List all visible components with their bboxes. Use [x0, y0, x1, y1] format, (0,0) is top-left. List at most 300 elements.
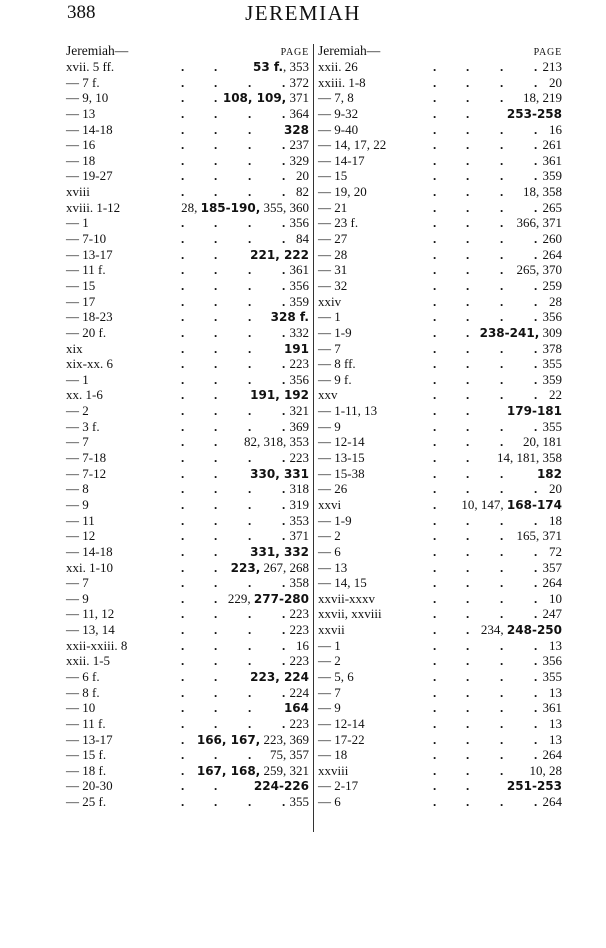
entry-reference: — 16 — [66, 137, 96, 153]
entry-pages — [287, 106, 310, 122]
entry-pages — [287, 372, 310, 388]
page-ref: 321 — [289, 403, 309, 419]
index-entry: xviii . . . . 82 — [66, 184, 309, 200]
index-entry: — 2-17 . . 251-253 — [318, 778, 562, 794]
page-ref: 378 — [542, 340, 562, 356]
entry-reference: — 13-17 — [66, 246, 113, 262]
index-entry: — 14, 17, 22 . . . . 261 — [318, 137, 562, 153]
entry-reference: xxiv — [318, 293, 342, 309]
index-entry: — 14-17 . . . . 361 — [318, 152, 562, 168]
page-number: 388 — [67, 2, 96, 23]
page-ref: 20 — [549, 481, 562, 497]
entry-pages — [546, 513, 562, 529]
page-ref: 22 — [549, 387, 562, 403]
index-entry: — 17 . . . . 359 — [66, 293, 309, 309]
index-entry: — 19-27 . . . . 20 — [66, 168, 309, 184]
entry-pages — [514, 215, 563, 231]
page-ref: 309 — [539, 324, 562, 340]
entry-pages — [247, 544, 309, 561]
index-entry: — 15 f. . . . 75, 357 — [66, 747, 309, 763]
index-entry: — 9 . . 229, 277-280 — [66, 590, 309, 606]
entry-reference: — 1-9 — [318, 512, 352, 528]
column-divider — [313, 44, 314, 832]
entry-pages — [287, 403, 310, 419]
page-ref: 355 — [542, 418, 562, 434]
index-entry: — 8 . . . . 318 — [66, 481, 309, 497]
page-ref: 358 — [289, 575, 309, 591]
entry-pages — [458, 497, 562, 514]
entry-reference: — 18 — [66, 152, 96, 168]
index-entry: — 6 . . . . 72 — [318, 543, 562, 559]
index-entry: — 3 f. . . . . 369 — [66, 418, 309, 434]
page-ref: 355 — [542, 356, 562, 372]
entry-reference: xvii. 5 ff. — [66, 59, 115, 74]
entry-pages — [520, 90, 562, 106]
index-entry: — 1 . . . . 356 — [66, 371, 309, 387]
entry-reference: — 7 — [66, 434, 89, 450]
page-ref: 364 — [289, 105, 309, 121]
index-entry: — 26 . . . . 20 — [318, 481, 562, 497]
index-entry: xvii. 5 ff. . . 53 f., 353 — [66, 59, 309, 74]
page-ref: 356 — [289, 215, 309, 231]
entry-pages — [540, 372, 563, 388]
index-entry: — 13-15 . . 14, 181, 358 — [318, 450, 562, 466]
entry-pages — [546, 122, 562, 138]
entry-reference: — 12-14 — [318, 434, 365, 450]
entry-pages — [178, 200, 309, 217]
page-ref-bold: 223, — [230, 560, 261, 575]
index-entry: — 25 f. . . . . 355 — [66, 794, 309, 810]
entry-pages — [546, 591, 562, 607]
entry-reference: xxviii — [318, 762, 349, 778]
index-entry: xxviii . . . 10, 28 — [318, 762, 562, 778]
entry-pages — [546, 732, 562, 748]
entry-reference: — 18 — [318, 747, 348, 763]
entry-reference: — 15 — [66, 277, 96, 293]
index-entry: — 9 . . . . 361 — [318, 700, 562, 716]
entry-pages — [241, 434, 309, 450]
page-ref: 356 — [542, 653, 562, 669]
entry-pages — [194, 763, 309, 780]
page-ref: 259 — [542, 277, 562, 293]
entry-pages — [287, 153, 310, 169]
index-entry: — 1-11, 13 . . 179-181 — [318, 403, 562, 419]
entry-pages — [546, 75, 562, 91]
entry-pages — [225, 591, 309, 608]
index-entry: — 2 . . . . 356 — [318, 653, 562, 669]
page-ref: 260 — [542, 231, 562, 247]
entry-reference: — 23 f. — [318, 215, 359, 231]
page-ref-bold: 328 — [283, 122, 309, 137]
page-ref: 165, 371 — [516, 528, 562, 544]
entry-reference: — 27 — [318, 231, 348, 247]
entry-pages — [287, 450, 310, 466]
page-ref: 18, 358 — [523, 184, 562, 200]
page-ref: 265, 370 — [516, 262, 562, 278]
entry-reference: — 3 f. — [66, 418, 100, 434]
index-entry: — 15-38 . . . 182 — [318, 465, 562, 481]
page-ref: 264 — [542, 246, 562, 262]
page-ref: 213 — [542, 59, 562, 74]
entry-reference: — 20-30 — [66, 778, 113, 794]
entry-reference: — 14-17 — [318, 152, 365, 168]
page-ref: 355 — [542, 668, 562, 684]
entry-reference: — 2 — [318, 653, 341, 669]
entry-reference: — 9 — [66, 496, 89, 512]
page-ref: 353 — [289, 512, 309, 528]
entry-pages — [494, 450, 562, 466]
index-entry: — 2 . . . . 321 — [66, 403, 309, 419]
index-entry: — 1 . . . . 356 — [66, 215, 309, 231]
index-entry: — 6 . . . . 264 — [318, 794, 562, 810]
index-entry: xxvii, xxviii . . . . 247 — [318, 606, 562, 622]
entry-pages — [287, 513, 310, 529]
index-entry: xxvi . 10, 147, 168-174 — [318, 496, 562, 512]
page-ref: 265 — [542, 199, 562, 215]
index-entry: — 7-12 . . 330, 331 — [66, 465, 309, 481]
entry-reference: — 13, 14 — [66, 622, 115, 638]
entry-reference: — 13 — [66, 105, 96, 121]
page-ref-bold: 223, 224 — [250, 669, 309, 684]
index-entry: — 19, 20 . . . 18, 358 — [318, 184, 562, 200]
entry-pages — [540, 575, 563, 591]
entry-reference: — 6 — [318, 543, 341, 559]
page-ref: 223 — [289, 622, 309, 638]
entry-pages — [293, 231, 309, 247]
index-entry: — 7-10 . . . . 84 — [66, 231, 309, 247]
entry-reference: xix — [66, 340, 83, 356]
page-ref-bold: 185-190, — [200, 200, 261, 215]
index-entry: xxii. 26 . . . . 213 — [318, 59, 562, 74]
index-entry: — 7 . . . . 13 — [318, 684, 562, 700]
page-ref: 371 — [286, 90, 309, 106]
entry-reference: — 7 f. — [66, 74, 100, 90]
entry-reference: — 8 ff. — [318, 356, 356, 372]
running-title: JEREMIAH — [245, 1, 361, 25]
page-ref: 16 — [296, 637, 309, 653]
index-entry: — 13-17 . 166, 167, 223, 369 — [66, 731, 309, 747]
entry-pages — [534, 466, 562, 483]
page-ref: 329 — [289, 152, 309, 168]
index-entries — [318, 59, 562, 810]
entry-reference: — 7-18 — [66, 450, 107, 466]
entry-pages — [287, 325, 310, 341]
entry-pages — [504, 778, 562, 795]
entry-pages — [287, 653, 310, 669]
entry-pages — [540, 247, 563, 263]
index-entry: — 8 ff. . . . . 355 — [318, 356, 562, 372]
index-entry: — 10 . . . 164 — [66, 700, 309, 716]
index-entry: — 17-22 . . . . 13 — [318, 731, 562, 747]
entry-reference: — 9 f. — [318, 371, 352, 387]
entry-pages — [540, 231, 563, 247]
entry-reference: xix-xx. 6 — [66, 356, 113, 372]
entry-pages — [220, 90, 309, 107]
entry-reference: xxvii, xxviii — [318, 606, 382, 622]
entry-reference: — 7, 8 — [318, 90, 354, 106]
page-ref: 16 — [549, 121, 562, 137]
entry-pages — [281, 122, 309, 139]
index-entry: — 13 . . . . 357 — [318, 559, 562, 575]
index-entry: xxiv . . . . 28 — [318, 293, 562, 309]
entry-pages — [540, 606, 563, 622]
entry-pages — [546, 481, 562, 497]
page-ref-bold: 179-181 — [506, 404, 562, 419]
page-header — [0, 0, 606, 30]
entry-reference: — 19-27 — [66, 168, 113, 184]
entry-reference: — 14-18 — [66, 121, 113, 137]
entry-reference: — 1-11, 13 — [318, 403, 378, 419]
entry-pages — [287, 215, 310, 231]
entry-reference: — 9 — [66, 590, 89, 606]
page-ref-bold: 166, 167, — [196, 732, 261, 747]
page-ref: 20 — [296, 168, 309, 184]
entry-reference: xxi. 1-10 — [66, 559, 113, 575]
page-ref: 75, 357 — [270, 747, 309, 763]
index-entry: — 18 f. . 167, 168, 259, 321 — [66, 762, 309, 778]
page-ref-bold: 168-174 — [506, 497, 562, 512]
entry-reference: — 2-17 — [318, 778, 359, 794]
entry-reference: xxv — [318, 387, 338, 403]
page-ref: 264 — [542, 794, 562, 810]
entry-reference: — 9-32 — [318, 105, 359, 121]
entry-pages — [293, 168, 309, 184]
entry-pages — [540, 794, 563, 810]
entry-pages — [287, 528, 310, 544]
page-ref: 82 — [296, 184, 309, 200]
index-entry: — 12-14 . . . 20, 181 — [318, 434, 562, 450]
index-entry — [66, 200, 309, 216]
entry-reference: — 17-22 — [318, 731, 365, 747]
entry-pages — [504, 403, 562, 420]
page-ref: 264 — [542, 747, 562, 763]
entry-reference: — 7-10 — [66, 231, 107, 247]
index-entry: — 7, 8 . . . 18, 219 — [318, 90, 562, 106]
entry-pages — [540, 700, 563, 716]
index-entry: — 18-23 . . . 328 f. — [66, 309, 309, 325]
page-ref: 20, 181 — [523, 434, 562, 450]
index-entry: — 7 f. . . . . 372 — [66, 74, 309, 90]
index-entry: — 32 . . . . 259 — [318, 277, 562, 293]
entry-reference: — 7 — [318, 684, 341, 700]
page-ref: , 353 — [283, 59, 309, 74]
page-ref: 361 — [289, 262, 309, 278]
entry-pages — [281, 700, 309, 717]
index-entry: — 1 . . . . 356 — [318, 309, 562, 325]
page-ref-bold: 238-241, — [479, 325, 540, 340]
entry-reference: — 12-14 — [318, 715, 365, 731]
entry-pages — [520, 184, 562, 200]
entry-pages — [540, 560, 563, 576]
entry-pages — [514, 528, 563, 544]
page-ref: 223 — [289, 450, 309, 466]
entry-pages — [287, 716, 310, 732]
page-ref: 259, 321 — [260, 762, 309, 778]
entry-pages — [287, 622, 310, 638]
entry-pages — [546, 638, 562, 654]
entry-pages — [546, 387, 562, 403]
page-ref: 237 — [289, 137, 309, 153]
entry-pages — [287, 294, 310, 310]
page-ref: 223 — [289, 715, 309, 731]
index-entry: — 14-18 . . 331, 332 — [66, 543, 309, 559]
page-ref: 332 — [289, 324, 309, 340]
entry-reference: xx. 1-6 — [66, 387, 103, 403]
entry-pages — [520, 434, 562, 450]
index-entry: xxiii. 1-8 . . . . 20 — [318, 74, 562, 90]
index-entry: — 9 f. . . . . 359 — [318, 371, 562, 387]
page-ref: 13 — [549, 715, 562, 731]
index-entry: xxvii-xxxv . . . . 10 — [318, 590, 562, 606]
page-ref: 366, 371 — [516, 215, 562, 231]
page-ref-bold: 251-253 — [506, 779, 562, 794]
page-ref: 355, 360 — [260, 199, 309, 215]
entry-reference: xxii. 26 — [318, 59, 358, 74]
index-entry: — 2 . . . 165, 371 — [318, 528, 562, 544]
entry-reference: — 8 — [66, 481, 89, 497]
index-entry: — 11 f. . . . . 361 — [66, 262, 309, 278]
index-entry: — 11 . . . . 353 — [66, 512, 309, 528]
entry-pages — [228, 560, 309, 577]
entry-reference: — 20 f. — [66, 324, 107, 340]
entry-pages — [287, 497, 310, 513]
entry-reference: — 11 f. — [66, 262, 106, 278]
page-ref: 318 — [289, 481, 309, 497]
entry-reference: — 6 — [318, 794, 341, 810]
entry-pages — [287, 606, 310, 622]
page-ref: 359 — [542, 168, 562, 184]
index-entry: — 18 . . . . 329 — [66, 152, 309, 168]
entry-reference: — 1-9 — [318, 324, 352, 340]
entry-reference: — 18 f. — [66, 762, 107, 778]
entry-reference: — 2 — [318, 528, 341, 544]
index-entry: — 7 . . . . 358 — [66, 575, 309, 591]
entry-reference: — 28 — [318, 246, 348, 262]
page-ref-bold: 224-226 — [253, 779, 309, 794]
column-header — [66, 43, 309, 59]
index-entry: — 27 . . . . 260 — [318, 231, 562, 247]
entry-reference: — 21 — [318, 199, 348, 215]
index-entry: — 15 . . . . 356 — [66, 277, 309, 293]
entry-reference: — 25 f. — [66, 794, 107, 810]
entry-pages — [540, 153, 563, 169]
entry-reference: xxvi — [318, 496, 342, 512]
page-ref: 224 — [289, 684, 309, 700]
entry-pages — [287, 356, 310, 372]
page-ref: 357 — [542, 559, 562, 575]
page-ref: 14, 181, 358 — [497, 450, 562, 466]
index-entry: — 18 . . . . 264 — [318, 747, 562, 763]
entry-reference: — 7 — [66, 575, 89, 591]
page-ref: 371 — [289, 528, 309, 544]
entry-reference: — 1 — [318, 309, 341, 325]
page-ref: 72 — [549, 543, 562, 559]
entry-pages — [540, 419, 563, 435]
page-ref: 359 — [289, 293, 309, 309]
entry-pages — [194, 732, 309, 749]
index-entries — [66, 59, 309, 810]
index-entry: — 13-17 . . 221, 222 — [66, 246, 309, 262]
page-ref-bold: 331, 332 — [250, 544, 309, 559]
entry-reference: — 14, 17, 22 — [318, 137, 387, 153]
page-ref-bold: 53 f. — [253, 60, 283, 74]
entry-reference: — 1 — [66, 215, 89, 231]
page-ref: 359 — [542, 371, 562, 387]
page-ref: 319 — [289, 496, 309, 512]
entry-pages — [287, 262, 310, 278]
index-entry: — 9, 10 . . 108, 109, 371 — [66, 90, 309, 106]
entry-pages — [540, 747, 563, 763]
page-ref-bold: 330, 331 — [250, 466, 309, 481]
index-entry: — 16 . . . . 237 — [66, 137, 309, 153]
index-entry: — 6 f. . . 223, 224 — [66, 668, 309, 684]
page-ref: 13 — [549, 637, 562, 653]
left-column — [66, 43, 309, 810]
page-ref: 247 — [542, 606, 562, 622]
index-entry: — 1-9 . . . . 18 — [318, 512, 562, 528]
index-entry: — 11, 12 . . . . 223 — [66, 606, 309, 622]
entry-reference: xxvii-xxxv — [318, 590, 376, 606]
entry-reference: — 13-17 — [66, 731, 113, 747]
index-entry: xix . . . 191 — [66, 340, 309, 356]
index-entry: — 23 f. . . . 366, 371 — [318, 215, 562, 231]
page-ref: 223 — [289, 606, 309, 622]
entry-pages — [540, 137, 563, 153]
column-heading: Jeremiah— — [66, 43, 129, 58]
page-ref-bold: 191, 192 — [250, 388, 309, 403]
entry-reference: — 11 — [66, 512, 95, 528]
entry-reference: — 17 — [66, 293, 96, 309]
entry-pages — [540, 356, 563, 372]
index-entry: — 9 . . . . 319 — [66, 496, 309, 512]
entry-pages — [540, 309, 563, 325]
page-ref: 13 — [549, 731, 562, 747]
entry-reference: xviii. 1-12 — [66, 199, 121, 215]
entry-pages — [247, 466, 309, 483]
entry-reference: — 26 — [318, 481, 348, 497]
page-ref: 20 — [549, 74, 562, 90]
entry-pages — [527, 763, 563, 779]
entry-pages — [540, 168, 563, 184]
index-entry: xxi. 1-10 . . 223, 267, 268 — [66, 559, 309, 575]
index-entry: xxii-xxiii. 8 . . . . 16 — [66, 637, 309, 653]
page-ref: 18 — [549, 512, 562, 528]
index-entry: — 14-18 . . . 328 — [66, 121, 309, 137]
index-entry: — 12-14 . . . . 13 — [318, 715, 562, 731]
entry-pages — [287, 419, 310, 435]
entry-pages — [546, 294, 562, 310]
entry-pages — [287, 278, 310, 294]
index-entry: — 9-32 . . 253-258 — [318, 105, 562, 121]
entry-reference: — 9 — [318, 700, 341, 716]
index-entry: — 15 . . . . 359 — [318, 168, 562, 184]
entry-pages — [267, 747, 309, 763]
entry-pages — [250, 59, 309, 76]
entry-reference: — 15 — [318, 168, 348, 184]
page-column-label: PAGE — [533, 47, 562, 58]
entry-pages — [287, 794, 310, 810]
entry-reference: xxii. 1-5 — [66, 653, 111, 669]
entry-pages — [287, 137, 310, 153]
entry-reference: — 14, 15 — [318, 575, 367, 591]
page-ref-bold: 221, 222 — [250, 247, 309, 262]
entry-pages — [287, 685, 310, 701]
entry-reference: — 9-40 — [318, 121, 359, 137]
entry-reference: — 15 f. — [66, 747, 107, 763]
index-entry: — 7-18 . . . . 223 — [66, 450, 309, 466]
page-ref: 356 — [542, 309, 562, 325]
page-ref-bold: 164 — [283, 701, 309, 716]
